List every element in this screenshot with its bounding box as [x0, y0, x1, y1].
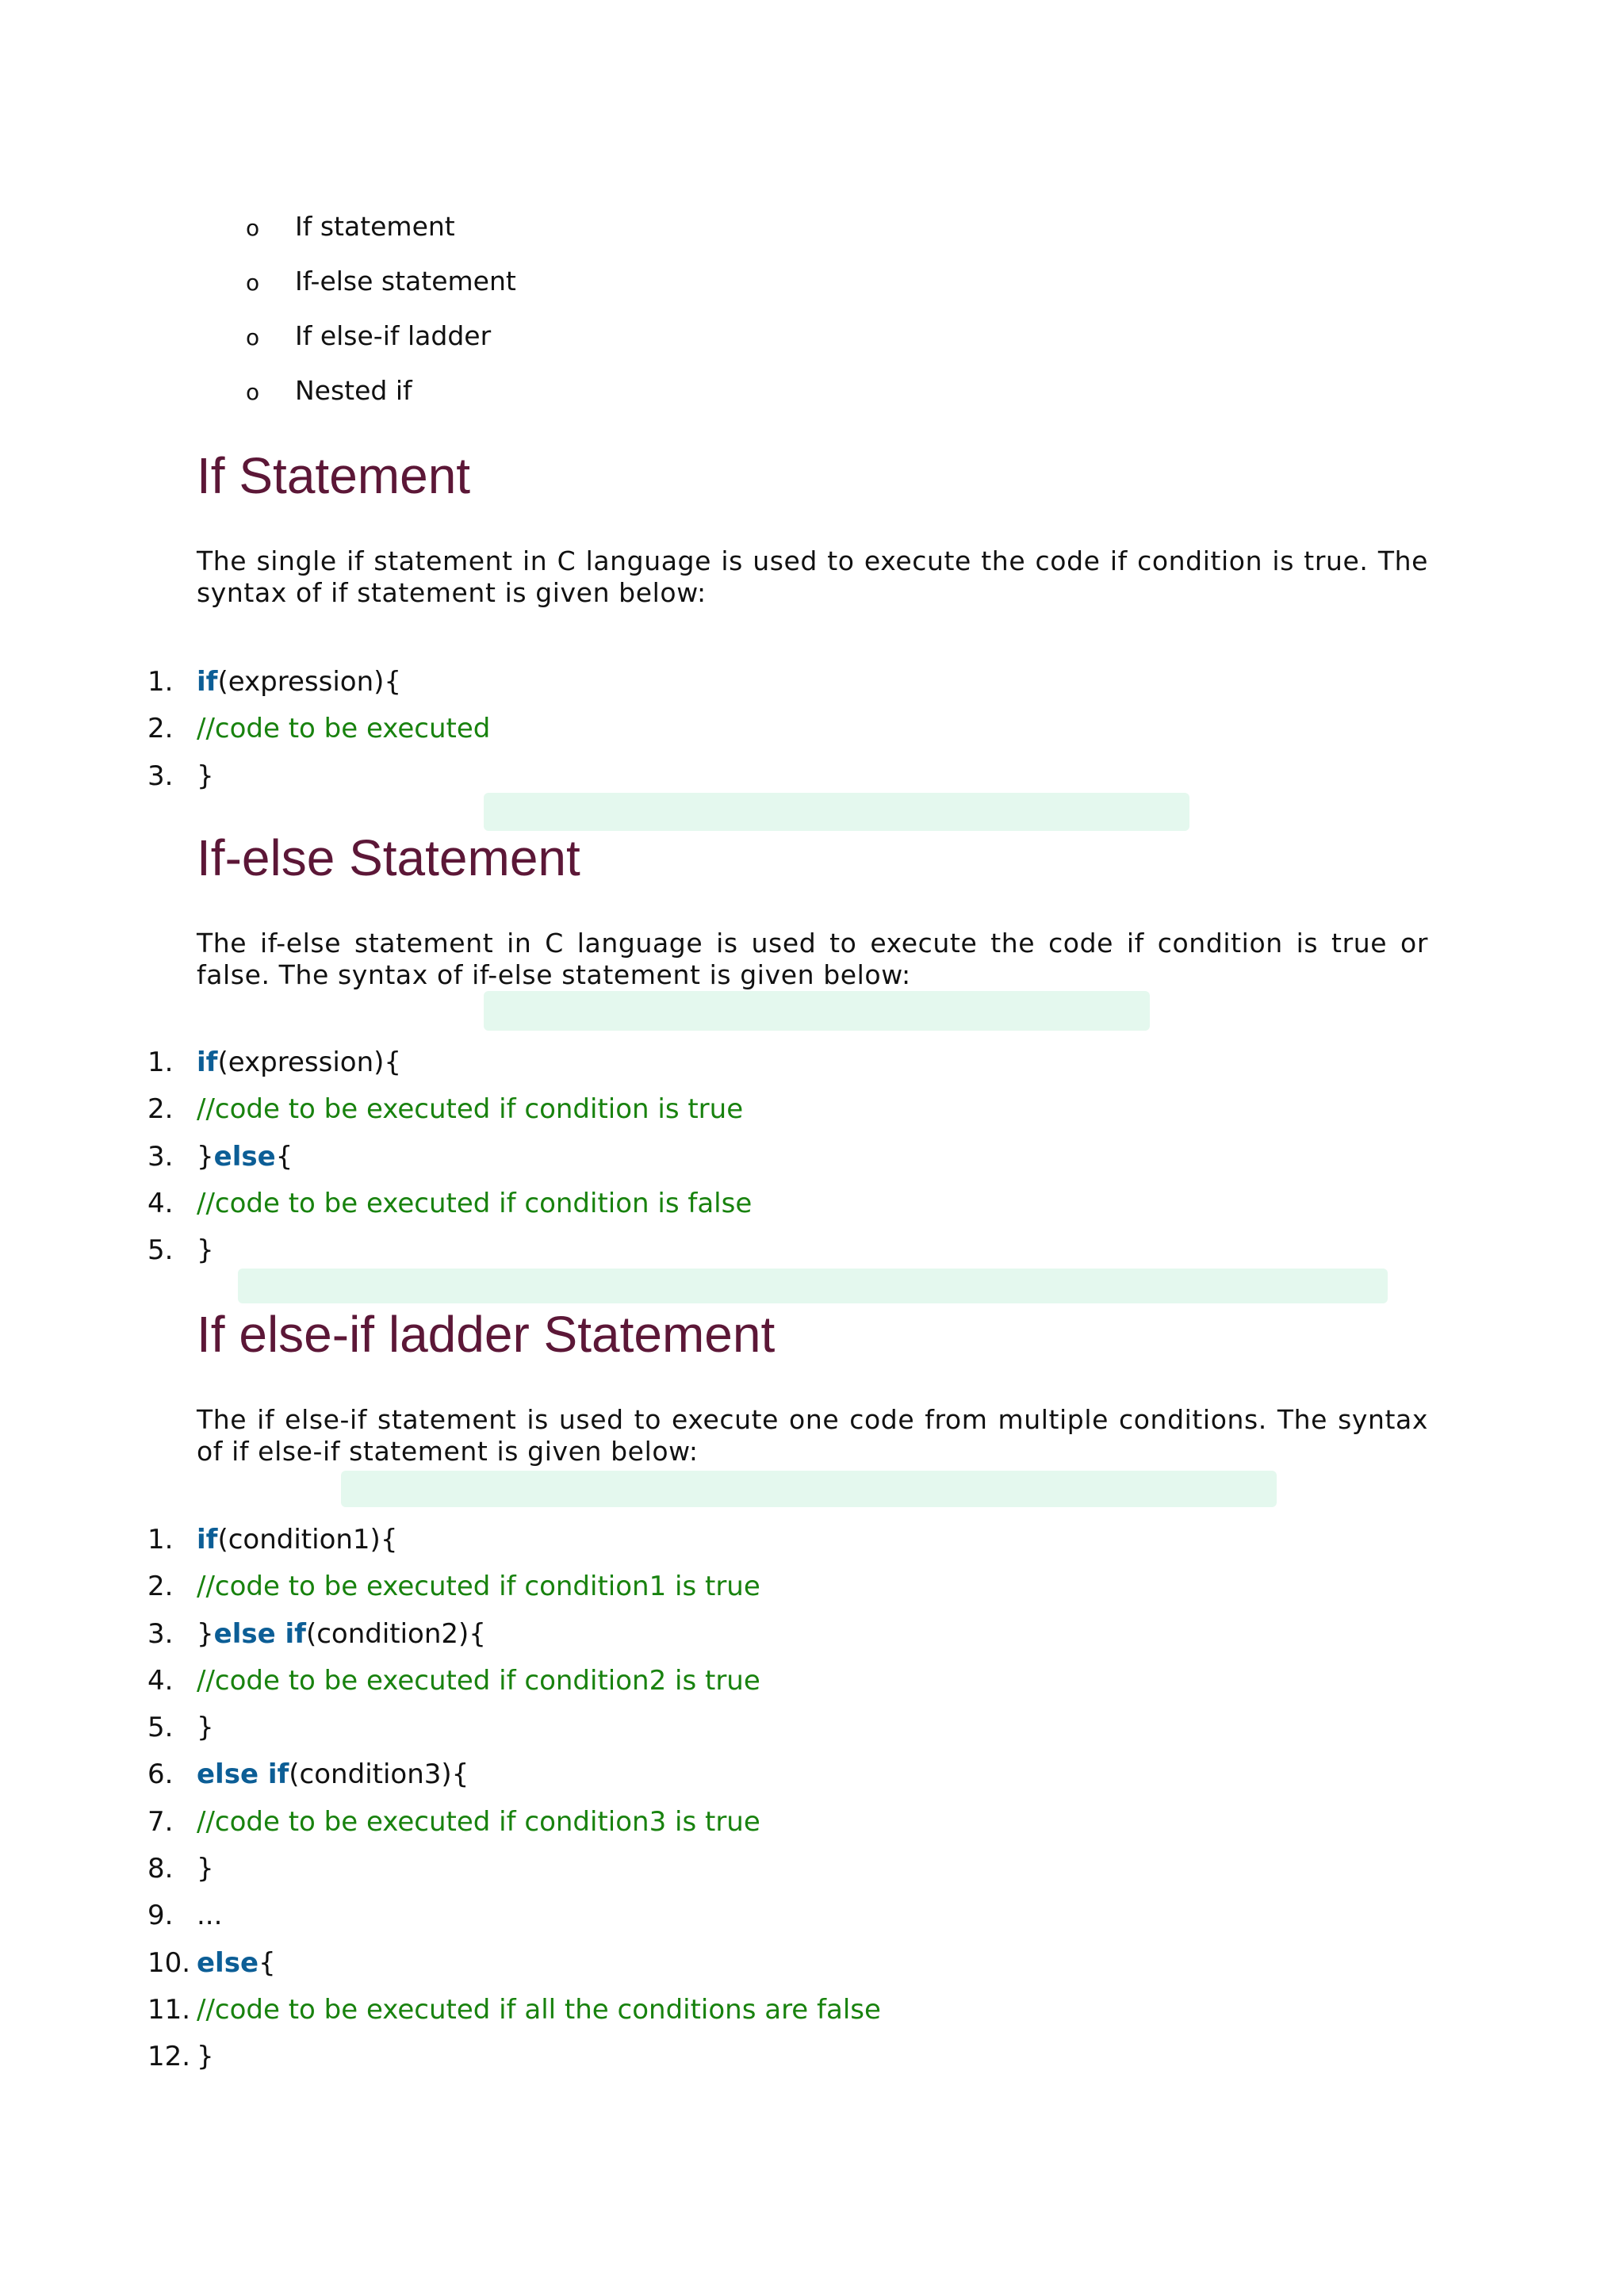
line-number: 1.: [147, 666, 174, 698]
code-text: [197, 1662, 760, 1709]
section-paragraph: The if else-if statement is used to execute one code from multiple conditions. The syntax of if else-if statement is given below:: [197, 1404, 1428, 1467]
code-token: ...: [197, 1900, 223, 1932]
code-text: [197, 1803, 760, 1850]
section-paragraph: The single if statement in C language is used to execute the code if condition is true. The syntax of if statement is given below:: [197, 545, 1428, 608]
code-token: }: [197, 2041, 214, 2073]
list-item-text: If else-if ladder: [295, 320, 492, 351]
code-comment: //code to be executed if condition is false: [197, 1187, 753, 1219]
code-line: [147, 2038, 881, 2084]
code-line: [147, 1896, 881, 1943]
statement-types-list: [246, 208, 516, 427]
code-keyword: else: [197, 1946, 259, 1979]
code-token: (expression){: [217, 1047, 402, 1078]
code-line: [147, 1138, 752, 1184]
section-heading: If Statement: [197, 447, 471, 504]
code-line: [147, 1231, 752, 1278]
code-text: [197, 1850, 214, 1896]
code-token: (expression){: [217, 666, 402, 698]
code-text: [197, 1567, 760, 1614]
code-line: [147, 1184, 752, 1231]
line-number: 2.: [147, 713, 174, 745]
code-keyword: if: [197, 1524, 218, 1556]
code-line: [147, 1850, 881, 1896]
code-token: }: [197, 1617, 214, 1650]
code-token: (condition2){: [305, 1617, 486, 1650]
line-number: 4.: [147, 1187, 174, 1219]
code-token: }: [197, 1234, 214, 1267]
code-text: [197, 1231, 214, 1278]
code-token: }: [197, 1712, 214, 1744]
line-number: 10.: [147, 1946, 191, 1979]
line-number: 8.: [147, 1853, 174, 1885]
list-item: [246, 262, 516, 317]
list-item: [246, 208, 516, 262]
line-number: 1.: [147, 1047, 174, 1078]
code-listing: [147, 663, 490, 804]
code-line: [147, 1567, 881, 1614]
line-number: 3.: [147, 1617, 174, 1650]
code-keyword: else if: [213, 1617, 306, 1650]
code-line: [147, 1615, 881, 1662]
code-comment: //code to be executed if all the conditions are false: [197, 1993, 881, 2026]
code-token: (condition3){: [289, 1758, 469, 1791]
code-line: [147, 1521, 881, 1567]
line-number: 6.: [147, 1758, 174, 1791]
code-line: [147, 1944, 881, 1991]
code-token: (condition1){: [217, 1524, 398, 1556]
list-item-text: Nested if: [295, 375, 412, 406]
code-line: [147, 1090, 752, 1137]
line-number: 3.: [147, 760, 174, 792]
code-text: [197, 1944, 276, 1991]
code-text: [197, 1043, 401, 1090]
code-token: }: [197, 1140, 214, 1173]
code-comment: //code to be executed: [197, 713, 491, 745]
code-text: [197, 1090, 743, 1137]
line-number: 11.: [147, 1993, 191, 2026]
bullet-marker: o: [246, 379, 260, 405]
list-item: [246, 317, 516, 372]
code-text: [197, 1615, 486, 1662]
bullet-marker: o: [246, 270, 260, 296]
list-item: [246, 372, 516, 427]
code-listing: [147, 1043, 752, 1278]
bullet-marker: o: [246, 324, 260, 350]
code-line: [147, 1991, 881, 2038]
line-number: 12.: [147, 2041, 191, 2073]
section-paragraph: The if-else statement in C language is used to execute the code if condition is true or false. The syntax of if-else statement is given below:: [197, 928, 1428, 990]
code-comment: //code to be executed if condition3 is true: [197, 1805, 760, 1838]
list-item-text: If-else statement: [295, 266, 516, 297]
line-number: 4.: [147, 1664, 174, 1697]
code-keyword: if: [197, 666, 218, 698]
section-heading: If-else Statement: [197, 829, 580, 886]
code-text: [197, 1138, 293, 1184]
code-text: [197, 2038, 214, 2084]
code-comment: //code to be executed if condition is true: [197, 1093, 744, 1126]
section-heading: If else-if ladder Statement: [197, 1306, 776, 1363]
line-number: 2.: [147, 1093, 174, 1126]
list-item-text: If statement: [295, 211, 455, 242]
code-line: [147, 663, 490, 710]
code-token: {: [275, 1140, 293, 1173]
code-line: [147, 1043, 752, 1090]
line-number: 3.: [147, 1140, 174, 1173]
code-token: {: [259, 1946, 276, 1979]
code-text: [197, 663, 401, 710]
code-line: [147, 1662, 881, 1709]
code-token: }: [197, 1853, 214, 1885]
code-line: [147, 1803, 881, 1850]
code-keyword: if: [197, 1047, 218, 1078]
code-line: [147, 1709, 881, 1755]
code-token: }: [197, 760, 214, 792]
code-listing: [147, 1521, 881, 2085]
bullet-marker: o: [246, 215, 260, 241]
line-number: 1.: [147, 1524, 174, 1556]
code-keyword: else: [213, 1140, 276, 1173]
code-comment: //code to be executed if condition1 is true: [197, 1571, 760, 1603]
code-comment: //code to be executed if condition2 is true: [197, 1664, 760, 1697]
line-number: 7.: [147, 1805, 174, 1838]
line-number: 5.: [147, 1712, 174, 1744]
line-number: 9.: [147, 1900, 174, 1932]
code-text: [197, 710, 490, 756]
code-line: [147, 757, 490, 804]
line-number: 5.: [147, 1234, 174, 1267]
code-text: [197, 1184, 752, 1231]
code-line: [147, 710, 490, 756]
code-text: [197, 1521, 397, 1567]
code-text: [197, 1755, 469, 1802]
code-line: [147, 1755, 881, 1802]
code-text: [197, 1991, 881, 2038]
code-text: [197, 757, 214, 804]
code-text: [197, 1709, 214, 1755]
code-text: [197, 1896, 222, 1943]
code-keyword: else if: [197, 1758, 289, 1791]
line-number: 2.: [147, 1571, 174, 1603]
